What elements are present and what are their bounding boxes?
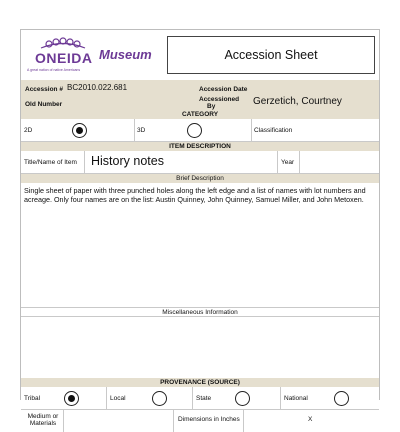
divider	[299, 151, 300, 173]
accession-number-field[interactable]: BC2010.022.681	[67, 83, 128, 92]
classification-label: Classification	[254, 127, 293, 134]
classification-field[interactable]	[301, 122, 377, 139]
provenance-state-radio[interactable]	[235, 391, 250, 406]
dimensions-label: Dimensions in Inches	[178, 416, 240, 423]
divider	[192, 387, 193, 409]
category-header-row	[21, 110, 379, 119]
accession-block	[21, 80, 379, 110]
provenance-row	[21, 387, 379, 410]
misc-info-label: Miscellaneous Information	[162, 309, 238, 316]
dimensions-height-field[interactable]	[317, 412, 377, 428]
divider	[243, 410, 244, 432]
divider	[173, 410, 174, 432]
category-3d-radio[interactable]	[187, 123, 202, 138]
accessioned-by-label-line2: By	[207, 103, 216, 110]
sheet-title: Accession Sheet	[224, 48, 318, 62]
misc-info-area	[21, 317, 379, 378]
item-description-header: ITEM DESCRIPTION	[169, 143, 231, 150]
old-number-label: Old Number	[25, 101, 63, 108]
provenance-national-radio[interactable]	[334, 391, 349, 406]
divider	[134, 119, 135, 141]
category-header: CATEGORY	[181, 111, 219, 118]
radio-selected-dot	[68, 395, 75, 402]
medium-materials-label	[24, 413, 62, 427]
title-row	[21, 151, 379, 174]
provenance-header: PROVENANCE (SOURCE)	[160, 379, 240, 386]
provenance-state-label: State	[196, 395, 212, 402]
provenance-tribal-radio[interactable]	[64, 391, 79, 406]
item-description-header-row	[21, 142, 379, 151]
radio-selected-dot	[76, 127, 83, 134]
accessioned-by-field[interactable]: Gerzetich, Courtney	[253, 96, 342, 107]
title-box	[167, 36, 375, 74]
provenance-header-row	[21, 378, 379, 387]
accessioned-by-label-line1: Accessioned	[199, 96, 240, 103]
category-2d-label: 2D	[24, 127, 33, 134]
old-number-field[interactable]	[67, 98, 197, 110]
category-row	[21, 119, 379, 142]
logo-tagline: A great nation of native Americans	[27, 68, 81, 72]
brief-description-label: Brief Description	[176, 175, 224, 182]
brief-description-header-row	[21, 174, 379, 183]
category-2d-radio[interactable]	[72, 123, 87, 138]
medium-materials-field[interactable]	[67, 412, 171, 428]
divider	[251, 119, 252, 141]
title-name-label: Title/Name of Item	[24, 159, 77, 166]
brief-description-field[interactable]: Single sheet of paper with three punched holes along the left edge and a list of names with lot numbers and acreage. Only four names are on the list: Austin Quinney, John Quinney, Samuel Miller, and John Metoxen.	[24, 186, 366, 204]
accession-date-label: Accession Date	[199, 86, 248, 93]
medium-label-line1: Medium or	[27, 413, 59, 420]
year-label: Year	[281, 159, 295, 166]
oneida-logo	[27, 36, 99, 76]
provenance-tribal-label: Tribal	[24, 395, 41, 402]
dimensions-width-field[interactable]	[247, 412, 305, 428]
divider	[280, 387, 281, 409]
sheet-header	[21, 30, 379, 80]
category-3d-label: 3D	[137, 127, 146, 134]
divider	[63, 410, 64, 432]
provenance-national-label: National	[284, 395, 308, 402]
accession-sheet	[20, 29, 380, 427]
accession-number-label: Accession #	[25, 86, 63, 93]
title-name-field[interactable]: History notes	[91, 154, 164, 168]
logo-wordmark: ONEIDA	[35, 50, 93, 66]
provenance-local-radio[interactable]	[152, 391, 167, 406]
year-field[interactable]	[302, 154, 376, 170]
divider	[106, 387, 107, 409]
divider	[84, 151, 85, 173]
medium-dimensions-row	[21, 410, 379, 432]
museum-label: Museum	[99, 47, 152, 62]
brief-description-area	[21, 183, 379, 308]
accession-date-field[interactable]	[253, 83, 377, 95]
medium-label-line2: Materials	[29, 420, 57, 427]
divider	[277, 151, 278, 173]
provenance-local-label: Local	[110, 395, 126, 402]
dimensions-separator: X	[308, 416, 313, 423]
misc-info-header-row	[21, 308, 379, 317]
accessioned-by-label	[199, 96, 239, 110]
misc-info-field[interactable]	[24, 321, 378, 373]
